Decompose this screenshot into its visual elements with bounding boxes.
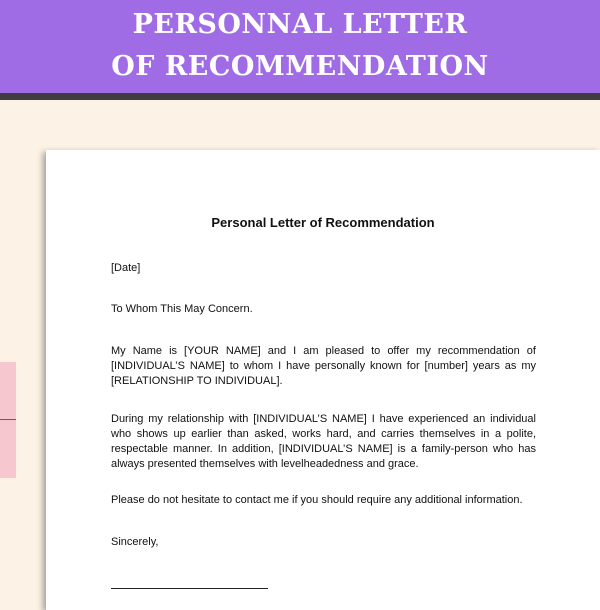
letter-closing: Sincerely, <box>111 536 159 548</box>
side-tab <box>0 362 16 478</box>
letter-date: [Date] <box>111 262 141 274</box>
banner-title-line-1: PERSONNAL LETTER <box>132 9 468 40</box>
letter-page <box>46 150 600 610</box>
banner-title-line-2: OF RECOMMENDATION <box>111 51 489 82</box>
banner-divider <box>0 93 600 100</box>
letter-salutation: To Whom This May Concern. <box>111 303 253 315</box>
header-banner <box>0 0 600 93</box>
letter-paragraph-2: During my relationship with [INDIVIDUAL’S NAME] I have experienced an individual who shows up earlier than asked, works hard, and carries themselves in a polite, respectable manner. In addition, [INDIVIDUAL’S NAME] is a family-person who has always presented themselves with levelheadedness and grace. <box>111 413 536 470</box>
signature-line <box>111 588 268 589</box>
side-tab-divider <box>0 419 16 420</box>
letter-paragraph-1: My Name is [YOUR NAME] and I am pleased to offer my recommendation of [INDIVIDUAL’S NAME] to whom I have personally known for [number] years as my [RELATIONSHIP TO INDIVIDUAL]. <box>111 345 536 387</box>
letter-title: Personal Letter of Recommendation <box>211 215 435 230</box>
letter-paragraph-3: Please do not hesitate to contact me if you should require any additional information. <box>111 494 523 506</box>
